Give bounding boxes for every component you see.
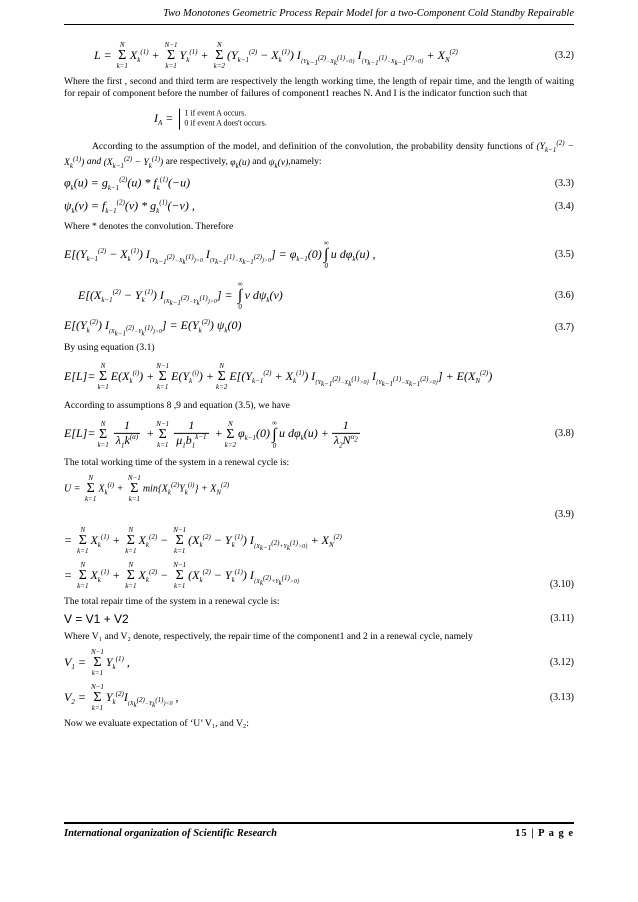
equation-3-9-label (64, 509, 574, 521)
indicator-definition: $I_A$ = 1 if event A occurs. 0 if event A does't occurs. (154, 108, 267, 128)
eq-3-12-number: (3.12) (549, 656, 574, 668)
equation-3-12: $V_1 = N-1$ Σ $k=1Y_k^{(1)}$ , (3.12) (64, 647, 574, 677)
equation-3-5: $E[(Y_{k-1}^{(2)} - X_k^{(1)})$ $I_{(Y_{k-1}^{(2)}-X_k^{(1)})>0}$ $I_{(Y_{k-1}^{(1)}-X_{k-1}^{(2)})>0}] = \varphi_{k-1}(0)\infty$ ∫ 0u $d\varphi_k(u)$ , (3.5) (64, 239, 574, 271)
equation-3-6: $E[(X_{k-1}^{(2)} - Y_k^{(1)}) I_{(X_{k-1}^{(2)}-Y_k^{(1)})>0}]$ = ∞ ∫ 0v $d\psi_k(v)$ (3.6) (78, 280, 574, 312)
eq-3-10-number: (3.10) (549, 578, 574, 590)
equation-3-13: $V_2 = N-1$ Σ $k=1Y_k^{(2)}I_{(X_k^{(2)}-Y_k^{(1)})<0}$ , (3.13) (64, 682, 574, 712)
header-rule (64, 24, 574, 25)
eq-3-2-lhs: L = (94, 47, 112, 62)
eq-3-11-number: (3.11) (550, 613, 574, 625)
paragraph-working-time: The total working time of the system in a renewal cycle is: (64, 457, 290, 469)
paragraph-assumptions: According to assumptions 8 ,9 and equation (3.5), we have (64, 399, 290, 411)
equation-3-3: $\varphi_k(u) = g_{k-1}^{(2)}(u) * f_k^{(1)}(-u)$ (3.3) (64, 175, 574, 192)
equation-3-11 (64, 612, 574, 626)
eq-3-13-number: (3.13) (549, 691, 574, 703)
eq-3-11-text: V = V1 + V2 (64, 612, 129, 627)
page-content (64, 36, 574, 733)
indicator-case-1: 1 if event A occurs. (184, 108, 247, 118)
footer-page-number: 15 | P a g e (515, 828, 574, 839)
footer-journal: International organization of Scientific Research (64, 828, 277, 839)
paragraph-convolution-note: Where * denotes the convolution. Therefore (64, 220, 234, 232)
eq-3-8-number: (3.8) (554, 428, 574, 440)
paragraph-repair-time: The total repair time of the system in a renewal cycle is: (64, 595, 280, 607)
eq-3-9-number: (3.9) (554, 508, 574, 520)
paragraph-using-eq: By using equation (3.1) (64, 342, 155, 354)
eq-3-3-number: (3.3) (554, 177, 574, 189)
eq-3-6-number: (3.6) (554, 290, 574, 302)
equation-3-4: $\psi_k(v) = f_{k-1}^{(2)}(v) * g_k^{(1)}(-v)$ , (3.4) (64, 198, 574, 215)
footer-rule (64, 822, 574, 824)
equation-3-10: = N Σ $k=1X_k^{(1)} + N$ Σ $k=1X_k^{(2)} - N-1$ Σ $k=1(X_k^{(2)} - Y_k^{(1)})$ $I_{\{X_k^{(2)}+Y_k^{(1)}>0\}}$ (3.10) (64, 560, 574, 590)
equation-3-9: = N Σ $k=1X_k^{(1)} + N$ Σ $k=1X_k^{(2)} - N-1$ Σ $k=1(X_k^{(2)} - Y_k^{(1)}) I_{\{X_{k-1}^{(2)}+Y_k^{(1)}>0\}} + X_N^{(2)}$ (64, 525, 342, 555)
paragraph-v-definitions: Where V₁ and V₂ denote, respectively, the repair time of the component1 and 2 in a renewal cycle, namely (64, 631, 473, 643)
running-header: Two Monotones Geometric Process Repair Model for a two-Component Cold Standby Repairable (163, 8, 574, 19)
indicator-case-2: 0 if event A does't occurs. (184, 119, 267, 128)
equation-3-8: E[L]=N Σ k=1 $\frac{1}{\lambda_1k^{(\alpha)}}$ +N−1 Σ k=1 $\frac{1}{\mu_1b_1^{k-1}}$ +N Σ $k=2\varphi_{k-1}(0)\infty$ ∫ 0u $d\varphi_k(u)$ + $\frac{1}{\lambda_2N^{\alpha_2}}$ (3.8) (64, 418, 574, 450)
equation-U: U = N Σ $k=1X_k^{(i)} + N-1$ Σ $k=1\min\{X_k^{(2)}Y_k^{(i)}\} + X_N^{(2)}$ (64, 473, 230, 503)
equation-3-2: L = N Σ $k=1X_k^{(1)} + N-1$ Σ $k=1Y_k^{(1)} + N$ Σ $k=2(Y_{k-1}^{(2)} - X_k^{(1)})$ $I_{\{Y_{k-1}^{(2)}-X_k^{(1)}>0\}}$ $I_{\{Y_{k-1}^{(1)}-X_{k-1}^{(2)}>0\}} + X_N^{(2)}$ (3.2) (94, 41, 574, 70)
eq-3-4-number: (3.4) (554, 200, 574, 212)
paragraph-convolution: According to the assumption of the model, and definition of the convolution, the probability density functions of $(Y_{k-1}^{(2)} - X_k^{(1)})$ and $(X_{k-1}^{(2)} - Y_k^{(1)})$ are respectively, $\varphi_k(u)$ and $\psi_k(v),namely$: (64, 139, 574, 170)
equation-3-7: $E[(Y_k^{(2)}) I_{(X_{k-1}^{(2)}-Y_k^{(1)})>0}] = E(Y_k^{(2)})$ $\psi_k(0)$ (3.7) (64, 318, 574, 338)
paragraph-expectation: Now we evaluate expectation of ‘U’ V₁, and V₂: (64, 717, 249, 729)
eq-3-5-number: (3.5) (554, 249, 574, 261)
eq-3-7-number: (3.7) (554, 322, 574, 334)
equation-EL: E[L]=N Σ $k=1E(X_k^{(i)}) +N-1$ Σ $k=1E(Y_k^{(i)}) +N$ Σ $k=2E[(Y_{k-1}^{(2)} + X_k^{(1)})$ $I_{\{Y_{k-1}^{(2)}-X_k^{(1)}>0\}}$ $I_{\{Y_{k-1}^{(1)}-X_{k-1}^{(2)}>0\}}] + E(X_N^{(2)})$ (64, 361, 493, 391)
eq-3-2-number: (3.2) (554, 50, 574, 61)
paragraph-indicator-intro: Where the first , second and third term are respectively the length working time, the length of repair time, and the length of waiting for repair of component before the number of failures of component1 reaches N. And I is the indicator function such that (64, 76, 574, 99)
